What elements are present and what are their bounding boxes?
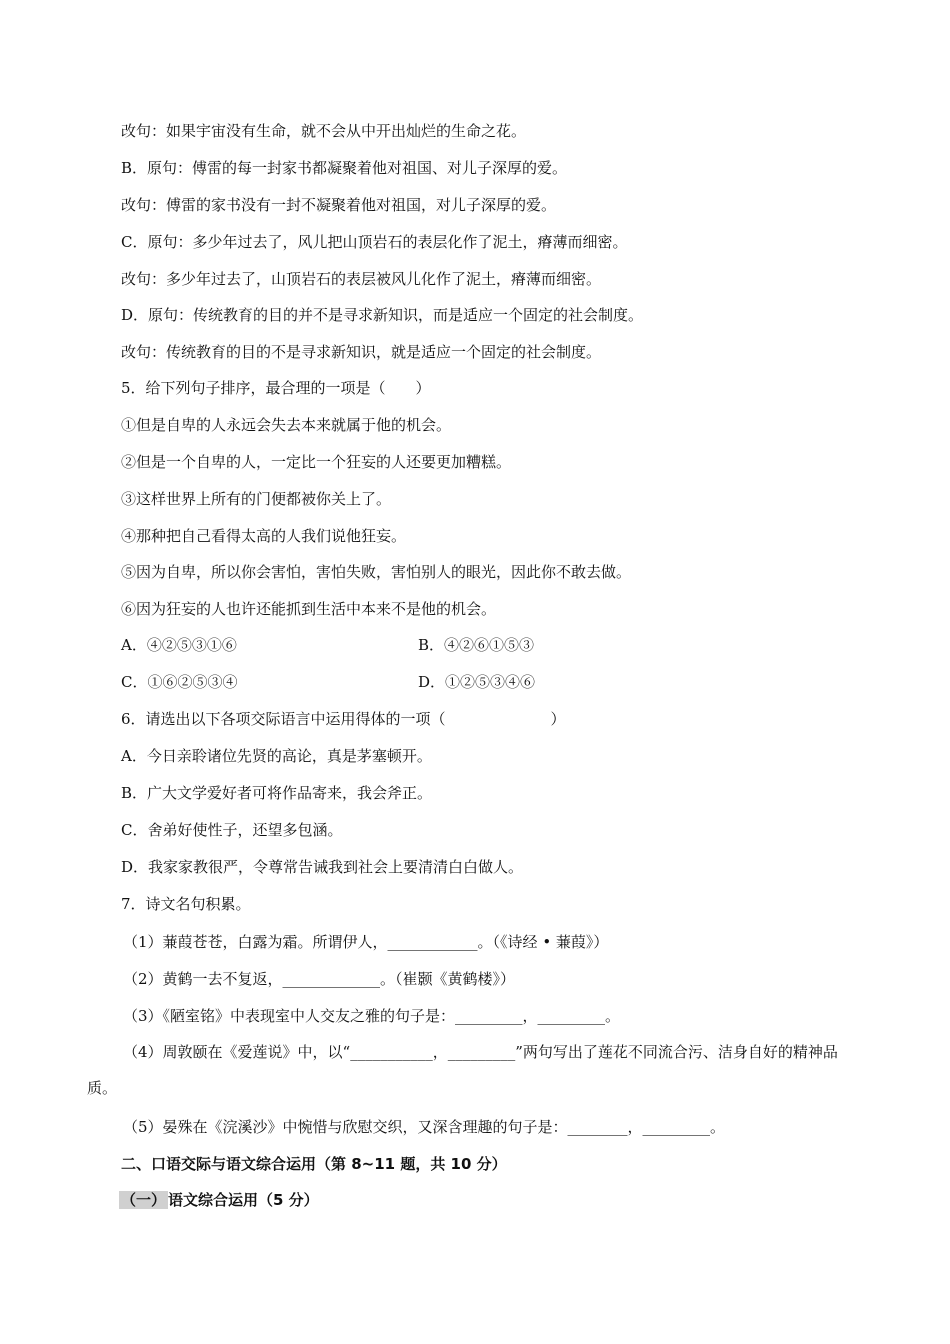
q6-stem: 6．请选出以下各项交际语言中运用得体的一项（ ） <box>121 710 566 728</box>
q7-stem: 7．诗文名句积累。 <box>121 895 251 913</box>
q7-item: （5）晏殊在《浣溪沙》中惋惜与欣慰交织，又深含理趣的句子是：________，_________。 <box>123 1118 726 1136</box>
q6-option-c: C．舍弟好使性子，还望多包涵。 <box>121 821 343 839</box>
subsection-title: 语文综合运用（5 分） <box>168 1191 319 1209</box>
q7-item: （3）《陋室铭》中表现室中人交友之雅的句子是：_________，_________。 <box>123 1007 621 1025</box>
subsection-highlight: （一） <box>121 1191 167 1209</box>
section-heading: 二、口语交际与语文综合运用（第 8~11 题，共 10 分） <box>121 1155 507 1173</box>
q7-item: （1）蒹葭苍苍，白露为霜。所谓伊人，____________。（《诗经 • 蒹葭》） <box>123 933 609 951</box>
subsection-heading <box>119 1190 319 1210</box>
q5-sentence: ③这样世界上所有的门便都被你关上了。 <box>121 490 392 508</box>
q7-item: （2）黄鹤一去不复返，_____________。（崔颢《黄鹤楼》） <box>123 970 516 988</box>
q5-option-d: D．①②⑤③④⑥ <box>418 673 536 691</box>
q5-sentence: ①但是自卑的人永远会失去本来就属于他的机会。 <box>121 416 452 434</box>
q5-sentence: ⑤因为自卑，所以你会害怕，害怕失败，害怕别人的眼光，因此你不敢去做。 <box>121 563 632 581</box>
q6-option-b: B．广大文学爱好者可将作品寄来，我会斧正。 <box>121 784 433 802</box>
q5-sentence: ④那种把自己看得太高的人我们说他狂妄。 <box>121 527 407 545</box>
q5-option-a: A．④②⑤③①⑥ <box>121 636 237 654</box>
q4-c-original: C．原句：多少年过去了，风儿把山顶岩石的表层化作了泥土，瘠薄而细密。 <box>121 233 628 251</box>
q4-a-revised: 改句：如果宇宙没有生命，就不会从中开出灿烂的生命之花。 <box>121 122 527 140</box>
q4-d-revised: 改句：传统教育的目的不是寻求新知识，就是适应一个固定的社会制度。 <box>121 343 602 361</box>
q4-b-revised: 改句：傅雷的家书没有一封不凝聚着他对祖国，对儿子深厚的爱。 <box>121 196 557 214</box>
q5-sentence: ⑥因为狂妄的人也许还能抓到生活中本来不是他的机会。 <box>121 600 497 618</box>
q4-d-original: D．原句：传统教育的目的并不是寻求新知识，而是适应一个固定的社会制度。 <box>121 306 644 324</box>
q4-c-revised: 改句：多少年过去了，山顶岩石的表层被风儿化作了泥土，瘠薄而细密。 <box>121 270 602 288</box>
q5-option-c: C．①⑥②⑤③④ <box>121 673 238 691</box>
q5-sentence: ②但是一个自卑的人，一定比一个狂妄的人还要更加糟糕。 <box>121 453 512 471</box>
q7-item-wrapped: （4）周敦颐在《爱莲说》中，以“___________，_________”两句写出了莲花不同流合污、洁身自好的精神品质。 <box>87 1043 838 1097</box>
q6-option-a: A．今日亲聆诸位先贤的高论，真是茅塞顿开。 <box>121 747 432 765</box>
q6-option-d: D．我家家教很严，令尊常告诫我到社会上要清清白白做人。 <box>121 858 524 876</box>
q4-b-original: B．原句：傅雷的每一封家书都凝聚着他对祖国、对儿子深厚的爱。 <box>121 159 568 177</box>
q5-option-b: B．④②⑥①⑤③ <box>418 636 535 654</box>
q5-stem: 5．给下列句子排序，最合理的一项是（ ） <box>121 379 431 397</box>
